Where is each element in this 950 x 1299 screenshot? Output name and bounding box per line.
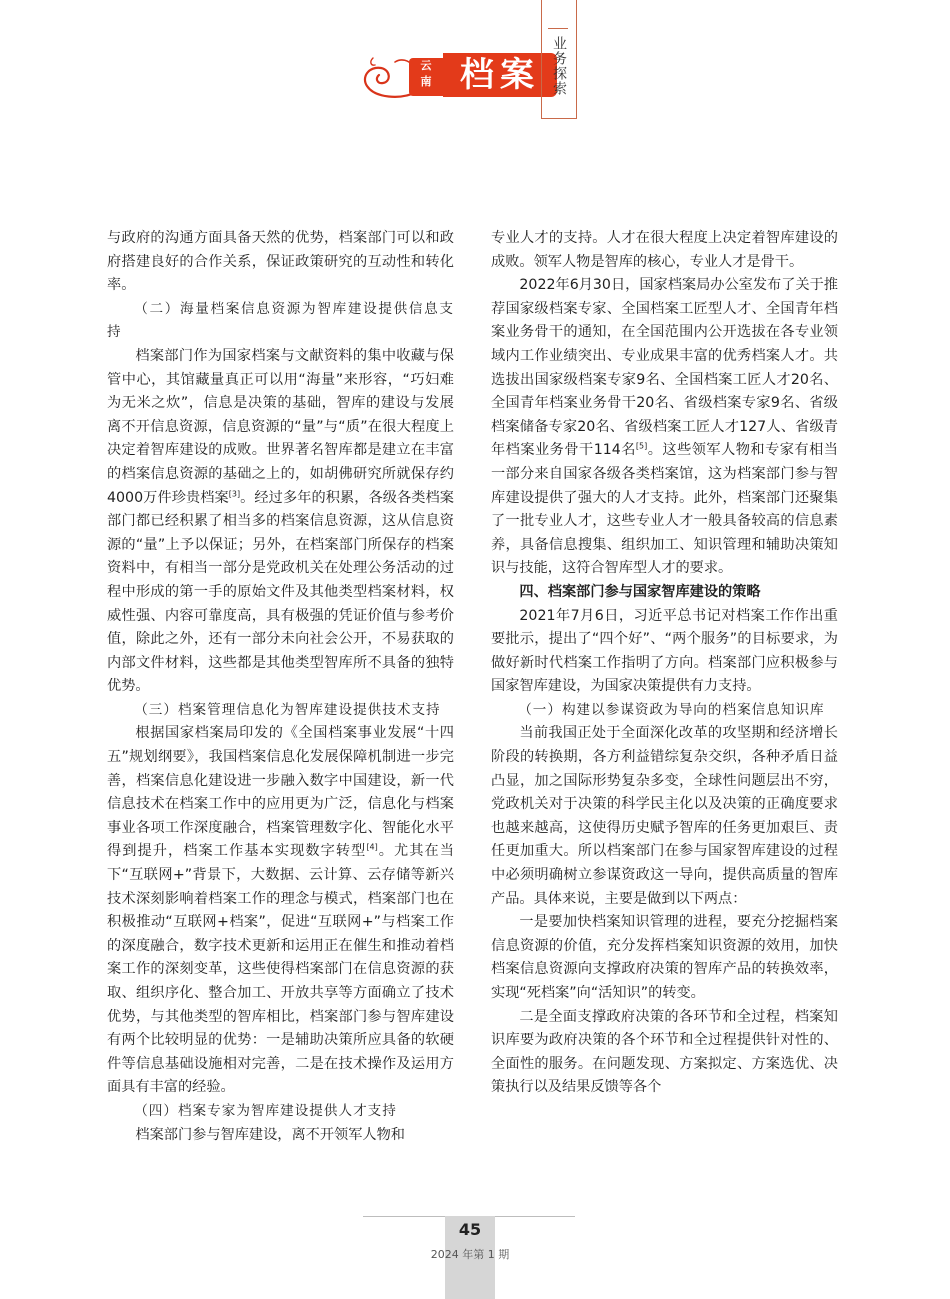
paragraph-text: 档案部门作为国家档案与文献资料的集中收藏与保管中心，其馆藏量真正可以用“海量”来形容，“巧妇难为无米之炊”，信息是决策的基础，智库的建设与发展离不开信息资源，信息资源的“量”与“质”在很大程度上决定着智库建设的成败。世界著名智库都是建立在丰富的档案信息资源的基础之上的，如胡佛研究所就保存约4000万件珍贵档案: [107, 347, 454, 506]
citation-ref: [5]: [635, 441, 648, 451]
paragraph-text: 当前我国正处于全面深化改革的攻坚期和经济增长阶段的转换期，各方利益错综复杂交织，各种矛盾日益凸显，加之国际形势复杂多变，全球性问题层出不穷，党政机关对于决策的科学民主化以及决策的正确度要求也越来越高，这使得历史赋予智库的任务更加艰巨、责任更加重大。所以档案部门在参与国家智库建设的过程中必须明确树立参谋资政这一导向，提供高质量的智库产品。具体来说，主要是做到以下两点：: [491, 725, 838, 907]
page-number: 45: [458, 1220, 482, 1239]
paragraph-text: 一是要加快档案知识管理的进程，要充分挖掘档案信息资源的价值，充分发挥档案知识资源的效用，加快档案信息资源向支撑政府决策的智库产品的转换效率，实现“死档案”向“活知识”的转变。: [491, 914, 838, 1001]
column-label: 业务探索: [551, 36, 567, 96]
paragraph: 专业人才的支持。人才在很大程度上决定着智库建设的成败。领军人物是智库的核心，专业人才是骨干。: [491, 230, 838, 270]
paragraph-text: 。这些领军人物和专家有相当一部分来自国家各级各类档案馆，这为档案部门参与智库建设提供了强大的人才支持。此外，档案部门还聚集了一批专业人才，这些专业人才一般具备较高的信息素养，具备信息搜集、组织加工、知识管理和辅助决策知识与技能，这符合智库型人才的要求。: [491, 442, 838, 577]
logo-yunnan-block: [409, 58, 443, 96]
column-tab: [541, 0, 577, 119]
paragraph-text: 。尤其在当下“互联网+”背景下，大数据、云计算、云存储等新兴技术深刻影响着档案工作的理念与模式，档案部门也在积极推动“互联网+档案”，促进“互联网+”与档案工作的深度融合，数字技术更新和运用正在催生和推动着档案工作的深刻变革，这些使得档案部门在信息资源的获取、组织序化、整合加工、开放共享等方面确立了技术优势，与其他类型的智库相比，档案部门参与智库建设有两个比较明显的优势：一是辅助决策所应具备的软硬件等信息基础设施相对完善，二是在技术操作及运用方面具有丰富的经验。: [107, 843, 454, 1096]
citation-ref: [3]: [228, 488, 241, 498]
logo-nan: 南: [420, 75, 432, 88]
paragraph: [491, 274, 838, 581]
paragraph: [107, 1124, 454, 1148]
left-column: [107, 227, 454, 1147]
paragraph: [107, 722, 454, 1100]
paragraph-text: 。经过多年的积累，各级各类档案部门都已经积累了相当多的档案信息资源，这从信息资源的“量”上予以保证；另外，在档案部门所保存的档案资料中，有相当一部分是党政机关在处理公务活动的过程中形成的第一手的原始文件及其他类型档案材料，权威性强、内容可靠度高，具有极强的凭证价值与参考价值，除此之外，还有一部分未向社会公开，不易获取的内部文件材料，这些都是其他类型智库所不具备的独特优势。: [107, 489, 454, 695]
logo-dangan: 档案: [443, 53, 557, 97]
subsection-heading: （一）构建以参谋资政为导向的档案信息知识库: [518, 701, 825, 718]
paragraph-text: 2022年6月30日，国家档案局办公室发布了关于推荐国家级档案专家、全国档案工匠型人才、全国青年档案业务骨干的通知，在全国范围内公开选拔在各专业领域内工作业绩突出、专业成果丰富的优秀档案人才。共选拔出国家级档案专家9名、全国档案工匠人才20名、全国青年档案业务骨干20名、省级档案专家9名、省级档案储备专家20名、省级档案工匠人才127人、省级青年档案业务骨干114名: [491, 277, 838, 459]
paragraph: [107, 345, 454, 699]
column-tab-divider: [548, 28, 568, 29]
paragraph: [491, 1006, 838, 1100]
paragraph: [491, 722, 838, 911]
paragraph-text: 根据国家档案局印发的《全国档案事业发展“十四五”规划纲要》，我国档案信息化发展保障机制进一步完善，档案信息化建设进一步融入数字中国建设，新一代信息技术在档案工作中的应用更为广泛，信息化与档案事业各项工作深度融合，档案管理数字化、智能化水平得到提升，档案工作基本实现数字转型: [107, 725, 454, 860]
paragraph: [491, 911, 838, 1005]
right-column: [491, 227, 838, 1100]
logo-yun: 云: [420, 59, 432, 72]
section-heading: 四、档案部门参与国家智库建设的策略: [519, 583, 761, 600]
subsection-heading: （四）档案专家为智库建设提供人才支持: [134, 1102, 397, 1119]
subsection-heading: （三）档案管理信息化为智库建设提供技术支持: [134, 701, 441, 718]
paragraph: [491, 605, 838, 699]
issue-label: 2024 年第 1 期: [430, 1248, 510, 1261]
paragraph: 与政府的沟通方面具备天然的优势，档案部门可以和政府搭建良好的合作关系，保证政策研究的互动性和转化率。: [107, 230, 454, 294]
subsection-heading: （二）海量档案信息资源为智库建设提供信息支持: [107, 300, 454, 341]
paragraph-text: 二是全面支撑政府决策的各环节和全过程，档案知识库要为政府决策的各个环节和全过程提供针对性的、全面性的服务。在问题发现、方案拟定、方案选优、决策执行以及结果反馈等各个: [491, 1008, 838, 1096]
citation-ref: [4]: [366, 842, 378, 852]
paragraph-text: 档案部门参与智库建设，离不开领军人物和: [135, 1126, 405, 1143]
paragraph-text: 2021年7月6日，习近平总书记对档案工作作出重要批示，提出了“四个好”、“两个服务”的目标要求，为做好新时代档案工作指明了方向。档案部门应积极参与国家智库建设，为国家决策提供有力支持。: [491, 607, 838, 695]
